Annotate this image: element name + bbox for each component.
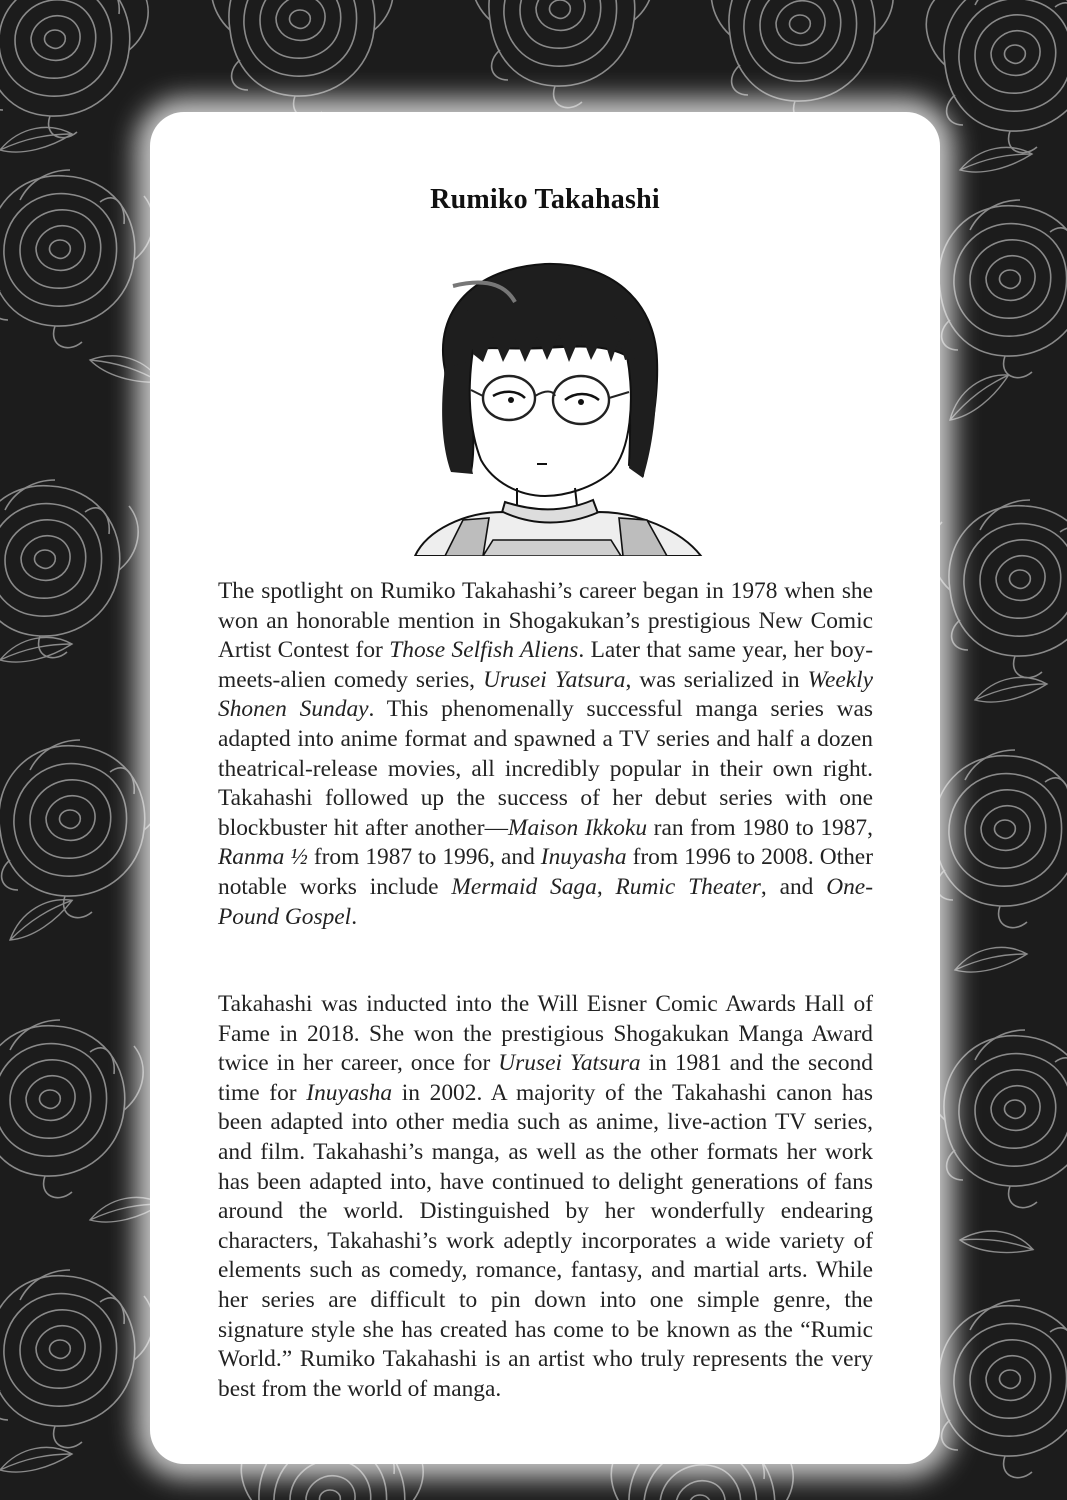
page-title: Rumiko Takahashi — [430, 184, 660, 215]
author-portrait-illustration — [405, 250, 705, 556]
bio-paragraph-2: Takahashi was inducted into the Will Eisner Comic Awards Hall of Fame in 2018. She won the prestigious Shogakukan Manga Award twice in her career, once for Urusei Yatsura in 1981 and the second time for Inuyasha in 2002. A majority of the Takahashi canon has been adapted into other media such as anime, live-action TV series, and film. Takahashi’s manga, as well as the other formats her work has been adapted into, have continued to delight generations of fans around the world. Distinguished by her wonderfully endearing characters, Takahashi’s work adeptly incorporates a wide variety of elements such as comedy, romance, fantasy, and martial arts. While her series are difficult to pin down into one simple genre, the signature style she has created has come to be known as the “Rumic World.” Rumiko Takahashi is an artist who truly represents the very best from the world of manga. — [218, 991, 873, 1402]
bio-paragraph-1: The spotlight on Rumiko Takahashi’s career began in 1978 when she won an honorable mention in Shogakukan’s prestigious New Comic Artist Contest for Those Selfish Aliens. Later that same year, her boy-meets-alien comedy series, Urusei Yatsura, was serialized in Weekly Shonen Sunday. This phenomenally successful manga series was adapted into anime format and spawned a TV series and half a dozen theatrical-release movies, all incredibly popular in their own right. Takahashi followed up the success of her debut series with one blockbuster hit after another—Maison Ikkoku ran from 1980 to 1987, Ranma ½ from 1987 to 1996, and Inuyasha from 1996 to 2008. Other notable works include Mermaid Saga, Rumic Theater, and One-Pound Gospel. — [218, 578, 874, 930]
